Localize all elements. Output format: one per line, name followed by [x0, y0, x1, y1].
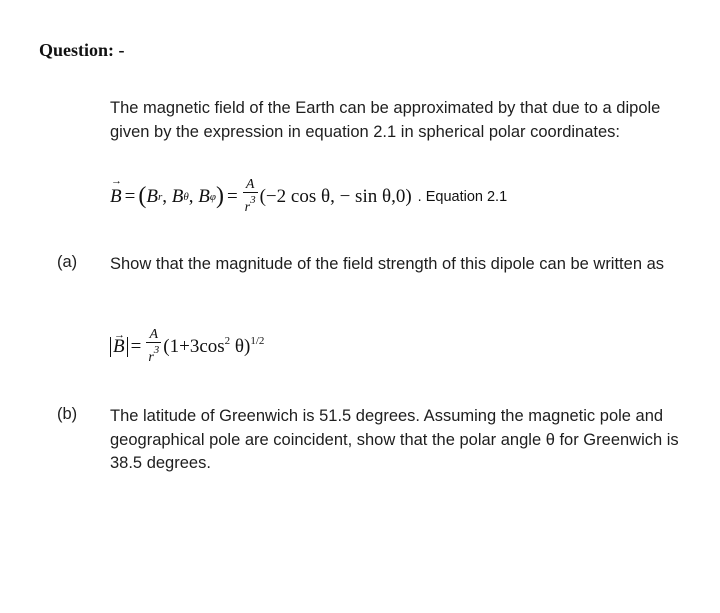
equals-sign-a: = — [130, 335, 142, 357]
equals-sign: = — [124, 185, 136, 207]
question-heading: Question: - — [39, 40, 125, 60]
fraction-a-over-r3: $\frac{A}{r^3}$ — [244, 177, 256, 215]
equation-rhs: (−2 cos θ, − sin θ,0) — [259, 185, 412, 207]
part-b-label: (b) — [57, 405, 78, 423]
part-a-label: (a) — [57, 253, 78, 271]
equation-2-1: → B = ( B r , B θ , B φ ) = $\frac{A}{r^3}$ (−2 cos θ, − sin θ,0) . Equation 2.1 — [110, 178, 507, 215]
sub-theta: θ — [183, 190, 189, 203]
equation-label: . Equation 2.1 — [417, 188, 508, 205]
sub-r: r — [157, 190, 163, 203]
fraction-a-over-r3-a: $\frac{A}{r^3}$ — [148, 327, 160, 365]
part-a-text: Show that the magnitude of the field strength of this dipole can be written as — [110, 255, 665, 273]
magnitude-equation — [110, 328, 264, 365]
magnitude-rhs: ($1+3\cos^2$ θ)$^{1/2}$ — [163, 335, 265, 357]
sub-phi: φ — [209, 190, 216, 203]
part-b-text: The latitude of Greenwich is 51.5 degrees. Assuming the magnetic pole and geographical pole are coincident, show that the polar angle θ for Greenwich is 38.5 degrees. — [110, 407, 679, 472]
vector-b-magnitude: → B — [113, 336, 125, 357]
vector-b-symbol: → B — [110, 186, 122, 208]
intro-paragraph: The magnetic field of the Earth can be approximated by that due to a dipole given by the expression in equation 2.1 in spherical polar coordinates: — [110, 99, 661, 141]
